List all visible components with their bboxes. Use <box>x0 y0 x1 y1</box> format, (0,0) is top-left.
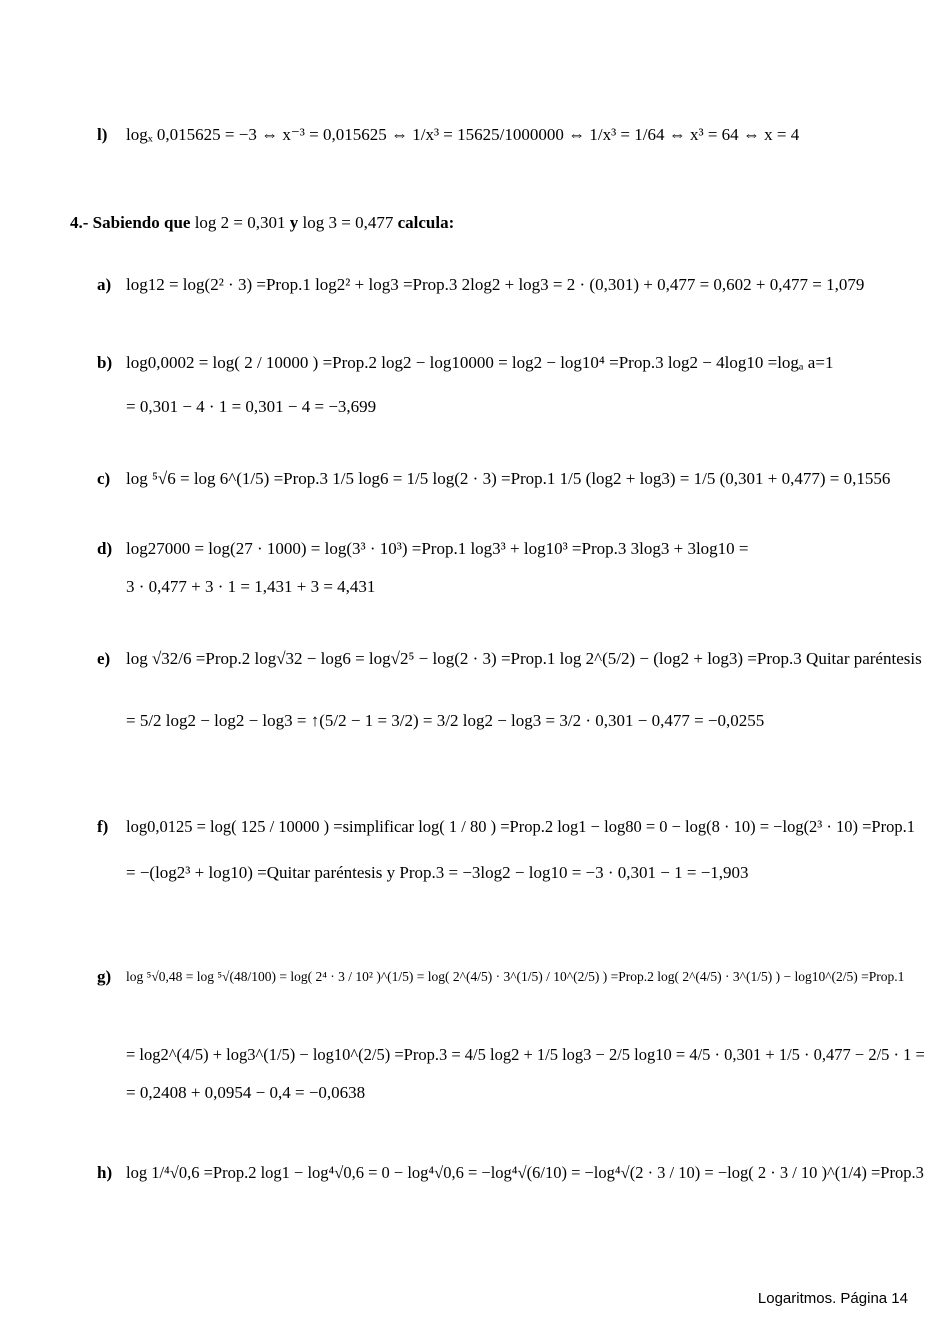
item-label: d) <box>97 539 113 558</box>
item-label: b) <box>97 353 113 372</box>
heading-conj: y <box>289 213 299 232</box>
exercise-heading <box>70 213 454 233</box>
equation-text: log 1/⁴√0,6 =Prop.2 log1 − log⁴√0,6 = 0 − log⁴√0,6 = −log⁴√(6/10) = −log⁴√(2 · 3 / 10) = −log( 2 · 3 / 10 )^(1/4) =Prop.3 <box>126 1163 924 1182</box>
heading-given2: log 3 = 0,477 <box>302 213 394 232</box>
heading-prefix: 4.- Sabiendo que <box>70 213 191 232</box>
item-label: l) <box>97 125 108 144</box>
equation-text: = −(log2³ + log10) =Quitar paréntesis y Prop.3 = −3log2 − log10 = −3 · 0,301 − 1 = −1,903 <box>126 863 749 882</box>
equation-text: = log2^(4/5) + log3^(1/5) − log10^(2/5) =Prop.3 = 4/5 log2 + 1/5 log3 − 2/5 log10 = 4/5 · 0,301 + 1/5 · 0,477 − 2/5 · 1 = <box>126 1045 925 1064</box>
heading-given1: log 2 = 0,301 <box>194 213 286 232</box>
equation-text: log0,0125 = log( 125 / 10000 ) =simplificar log( 1 / 80 ) =Prop.2 log1 − log80 = 0 − log(8 · 10) = −log(2³ · 10) =Prop.1 <box>126 817 915 836</box>
equation-text: = 0,301 − 4 · 1 = 0,301 − 4 = −3,699 <box>126 397 377 416</box>
item-label: h) <box>97 1163 113 1182</box>
equation-text: = 0,2408 + 0,0954 − 0,4 = −0,0638 <box>126 1083 366 1102</box>
equation-text: log √32/6 =Prop.2 log√32 − log6 = log√2⁵ − log(2 · 3) =Prop.1 log 2^(5/2) − (log2 + log3) =Prop.3 Quitar paréntesis <box>126 649 922 668</box>
item-label: c) <box>97 469 111 488</box>
equation-text: log0,0002 = log( 2 / 10000 ) =Prop.2 log2 − log10000 = log2 − log10⁴ =Prop.3 log2 − 4log10 =logₐ a=1 <box>126 353 834 372</box>
heading-suffix: calcula: <box>397 213 455 232</box>
equation-text: log ⁵√6 = log 6^(1/5) =Prop.3 1/5 log6 = 1/5 log(2 · 3) =Prop.1 1/5 (log2 + log3) = 1/5 (0,301 + 0,477) = 0,1556 <box>126 469 891 488</box>
equation-text: log12 = log(2² · 3) =Prop.1 log2² + log3 =Prop.3 2log2 + log3 = 2 · (0,301) + 0,477 = 0,602 + 0,477 = 1,079 <box>126 275 865 294</box>
item-label: e) <box>97 649 111 668</box>
page-footer: Logaritmos. Página 14 <box>757 1290 908 1307</box>
equation-text: logₓ 0,015625 = −3 ⇔ x⁻³ = 0,015625 ⇔ 1/x³ = 15625/1000000 ⇔ 1/x³ = 1/64 ⇔ x³ = 64 ⇔ x = 4 <box>126 125 800 144</box>
equation-text: = 5/2 log2 − log2 − log3 = ↑(5/2 − 1 = 3/2) = 3/2 log2 − log3 = 3/2 · 0,301 − 0,477 = −0,0255 <box>126 711 765 730</box>
equation-text: log27000 = log(27 · 1000) = log(3³ · 10³) =Prop.1 log3³ + log10³ =Prop.3 3log3 + 3log10 = <box>126 539 749 558</box>
item-label: f) <box>97 817 109 836</box>
equation-text: log ⁵√0,48 = log ⁵√(48/100) = log( 2⁴ · 3 / 10² )^(1/5) = log( 2^(4/5) · 3^(1/5) / 10^(2/5) ) =Prop.2 log( 2^(4/5) · 3^(1/5) ) − log10^(2/5) =Prop.1 <box>126 969 905 984</box>
item-label: g) <box>97 967 112 986</box>
equation-text: 3 · 0,477 + 3 · 1 = 1,431 + 3 = 4,431 <box>126 577 376 596</box>
item-label: a) <box>97 275 112 294</box>
